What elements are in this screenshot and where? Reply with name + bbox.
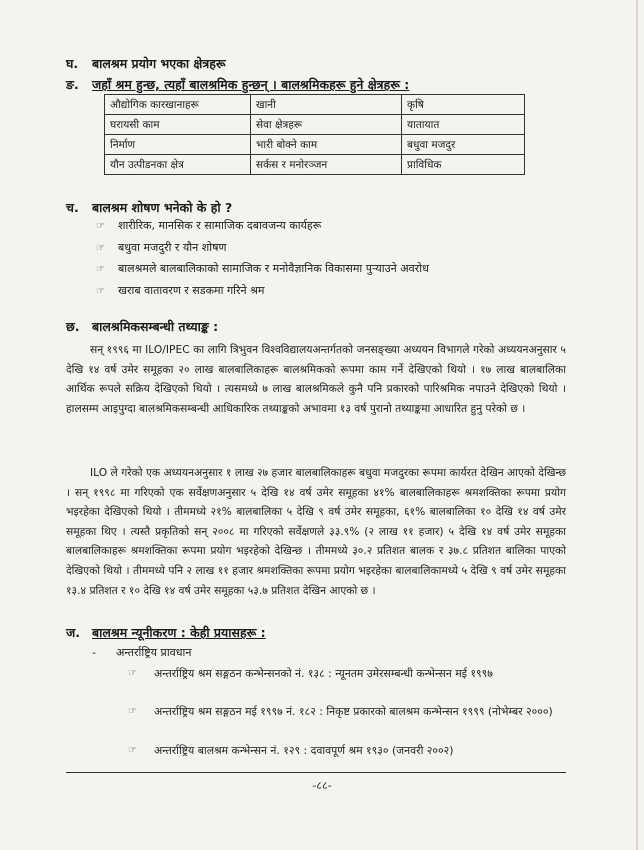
- table-cell: सर्कस र मनोरञ्जन: [251, 155, 402, 175]
- list-item: ☞ बधुवा मजदुरी र यौन शोषण: [96, 240, 227, 254]
- pointing-hand-icon: ☞: [128, 745, 137, 756]
- footer-divider: [66, 772, 566, 773]
- heading-cha: च. बालश्रम शोषण भनेको के हो ?: [66, 200, 233, 215]
- table-cell: औद्योगिक कारखानाहरू: [105, 95, 251, 115]
- pointing-hand-icon: ☞: [96, 264, 105, 275]
- list-item: ☞ अन्तर्राष्ट्रिय बालश्रम कन्भेन्सन नं. १२९ : दवावपूर्ण श्रम १९३० (जनवरी २००२): [128, 741, 568, 760]
- table-cell: यातायात: [402, 115, 525, 135]
- heading-gha: घ. बालश्रम प्रयोग भएका क्षेत्रहरू: [66, 56, 226, 71]
- list-item: ☞ अन्तर्राष्ट्रिय श्रम सङ्गठन मई १९९७ नं. १८२ : निकृष्ट प्रकारको बालश्रम कन्भेन्सन १९९९ (नोभेम्बर २०००): [128, 702, 568, 721]
- list-item: ☞ अन्तर्राष्ट्रिय श्रम सङ्गठन कन्भेन्सनको नं. १३८ : न्यूनतम उमेरसम्बन्धी कन्भेन्सन मई १९९७: [128, 664, 568, 683]
- table-cell: प्राविधिक: [402, 155, 525, 175]
- heading-ja: ज. बालश्रम न्यूनीकरण : केही प्रयासहरू :: [66, 625, 266, 640]
- international-provisions-heading: - अन्तर्राष्ट्रिय प्रावधान: [92, 646, 192, 659]
- pointing-hand-icon: ☞: [96, 242, 105, 254]
- labour-areas-table: [104, 94, 525, 175]
- list-item: ☞ बालश्रमले बालबालिकाको सामाजिक र मनोवैज्ञानिक विकासमा पुऱ्याउने अवरोध: [96, 262, 429, 275]
- table-cell: कृषि: [402, 95, 525, 115]
- table-row: [105, 155, 525, 175]
- table-row: [105, 95, 525, 115]
- pointing-hand-icon: ☞: [96, 221, 105, 232]
- table-cell: निर्माण: [105, 135, 251, 155]
- exploitation-list: [96, 218, 429, 304]
- table-cell: सेवा क्षेत्रहरू: [251, 115, 402, 135]
- stats-paragraph-2: ILO ले गरेको एक अध्ययनअनुसार १ लाख २७ हजार बालबालिकाहरू बधुवा मजदुरका रूपमा कार्यरत देखिन आएको देखिन्छ । सन् १९९८ मा गरिएको एक सर्वेक्षणअनुसार ५ देखि १४ वर्ष उमेर समूहका ४१% बालबालिकाहरू श्रमशक्तिका रूपमा प्रयोग भइरहेका देखिएको थियो । तीममध्ये २१% बालबालिका ५ देखि ९ वर्ष उमेर समूहका, ६१% बालबालिका १० देखि १४ वर्ष उमेर समूहका थिए । त्यस्तै प्रकृतिको सन् २००८ मा गरिएको सर्वेक्षणले ३३.९% (२ लाख ११ हजार) ५ देखि १४ वर्ष उमेर समूहका बालबालिकाहरू श्रमशक्तिका रूपमा प्रयोग भइरहेको देखिन्छ । तीममध्ये ३०.२ प्रतिशत बालक र ३७.८ प्रतिशत बालिका पाएको देखिएको थियो । तीममध्ये पनि २ लाख ११ हजार श्रमशक्तिका रूपमा प्रयोग भइरहेका बालबालिकामध्ये ५ देखि ९ वर्ष उमेर समूहका १३.४ प्रतिशत र १० देखि १४ वर्ष उमेर समूहका ५३.७ प्रतिशत देखिन आएको छ ।: [66, 466, 566, 597]
- pointing-hand-icon: ☞: [128, 668, 137, 679]
- heading-chha: छ. बालश्रमिकसम्बन्धी तथ्याङ्क :: [66, 319, 219, 334]
- list-item: ☞ शारीरिक, मानसिक र सामाजिक दबावजन्य कार्यहरू: [96, 219, 322, 232]
- pointing-hand-icon: ☞: [96, 285, 105, 297]
- table-cell: यौन उत्पीडनका क्षेत्र: [105, 155, 251, 175]
- page-number: -८८-: [312, 779, 332, 792]
- page-edge-shadow: [636, 0, 638, 850]
- table-cell: बधुवा मजदुर: [402, 135, 525, 155]
- table-cell: घरायसी काम: [105, 115, 251, 135]
- list-item: ☞ खराब वातावरण र सडकमा गरिने श्रम: [96, 283, 265, 297]
- table-cell: खानी: [251, 95, 402, 115]
- table-cell: भारी बोक्ने काम: [251, 135, 402, 155]
- table-row: [105, 135, 525, 155]
- heading-nga: ङ. जहाँ श्रम हुन्छ, त्यहाँ बालश्रमिक हुन्छन् । बालश्रमिकहरू हुने क्षेत्रहरू :: [66, 77, 410, 92]
- stats-paragraph-1: सन् १९९६ मा ILO/IPEC का लागि त्रिभुवन विश्वविद्यालयअन्तर्गतको जनसङ्ख्या अध्ययन विभागले गरेको अध्ययनअनुसार ५ देखि १४ वर्ष उमेर समूहका २० लाख बालबालिकाहरू बालश्रमिकको रूपमा काम गर्ने देखिएको थियो । १७ लाख बालबालिका आर्थिक रूपले सक्रिय देखिएको थियो । त्यसमध्ये ७ लाख बालश्रमिकले कुनै पनि प्रकारको पारिश्रमिक नपाउने देखिएको थियो । हालसम्म आइपुग्दा बालश्रमिकसम्बन्धी आधिकारिक तथ्याङ्कको अभावमा १३ वर्ष पुरानो तथ्याङ्कमा आधारित हुनु परेको छ ।: [66, 343, 566, 415]
- table-row: [105, 115, 525, 135]
- pointing-hand-icon: ☞: [128, 706, 137, 717]
